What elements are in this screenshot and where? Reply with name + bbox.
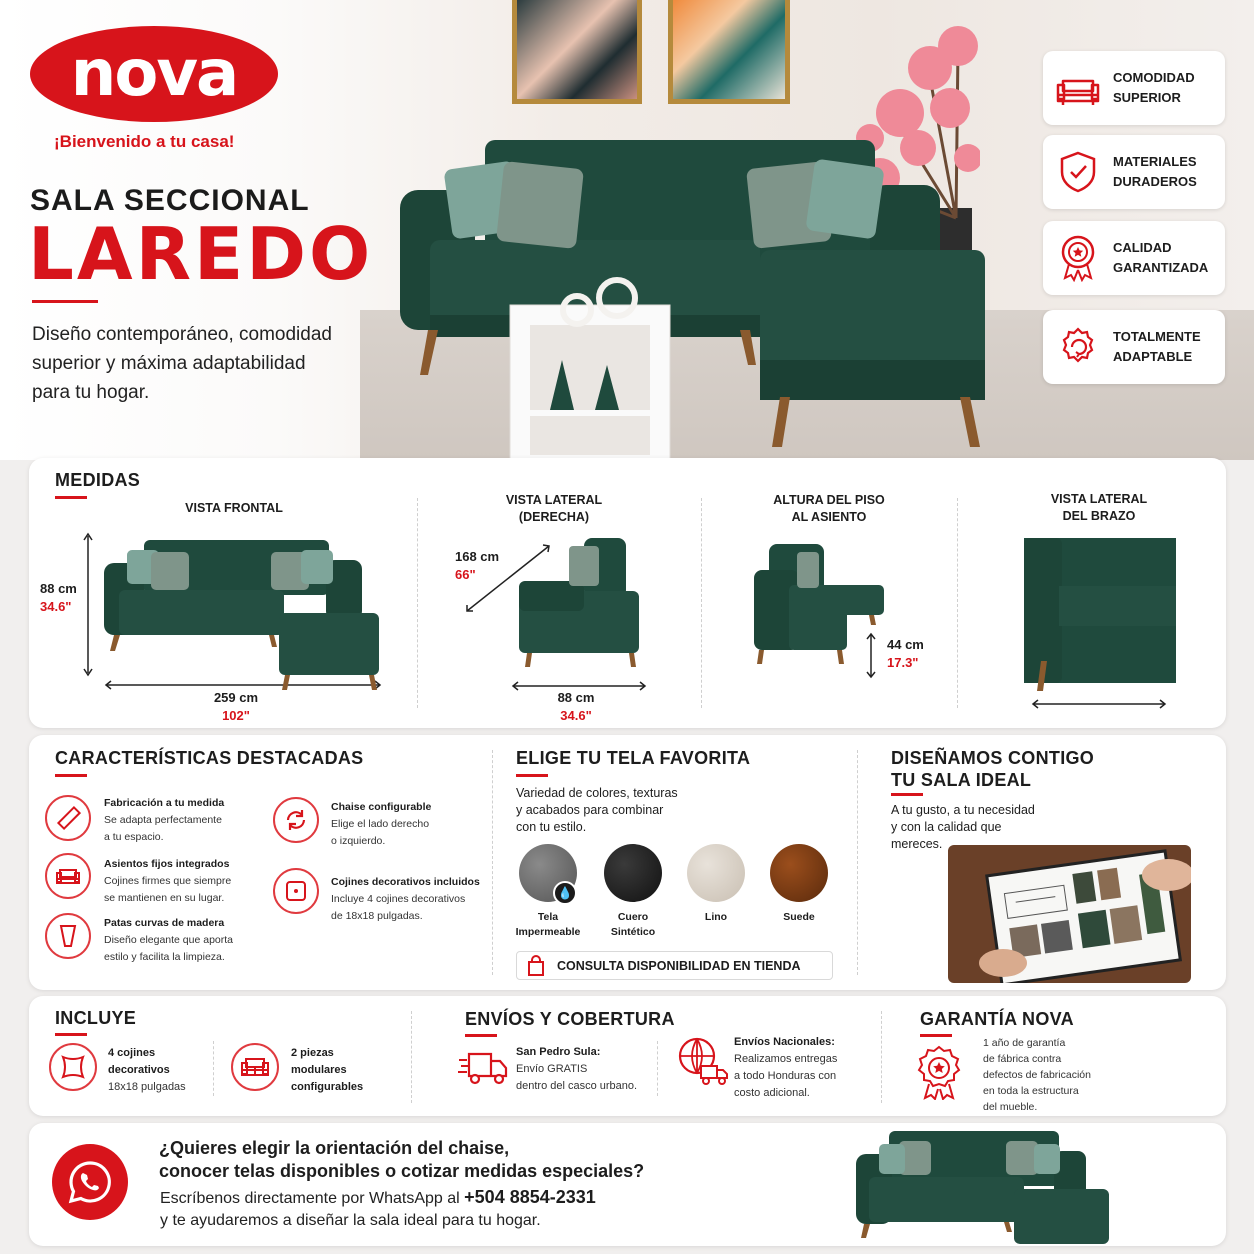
view-label-arm-side: VISTA LATERAL DEL BRAZO xyxy=(1050,492,1148,523)
garantia-title: GARANTÍA NOVA xyxy=(920,1009,1074,1029)
cta-question: ¿Quieres elegir la orientación del chaise, conocer telas disponibles o cotizar medidas especiales? xyxy=(159,1138,645,1181)
envios-title: ENVÍOS Y COBERTURA xyxy=(465,1009,675,1029)
feature-card-quality xyxy=(1043,221,1225,295)
sofa-seat-height-view xyxy=(749,540,889,680)
delivery-truck-icon xyxy=(457,1048,509,1088)
sofa-icon xyxy=(1055,71,1101,105)
swatch-lino[interactable] xyxy=(687,844,745,902)
feature-line: MATERIALES xyxy=(1113,154,1197,169)
swatch-label: Cuero Sintético xyxy=(610,911,656,938)
product-description: Diseño contemporáneo, comodidad superior y máxima adaptabilidad para tu hogar. xyxy=(32,324,332,403)
water-drop-icon: 💧 xyxy=(553,881,577,905)
whatsapp-cta-panel xyxy=(29,1123,1226,1246)
feature-line: COMODIDAD xyxy=(1113,70,1195,85)
product-title: LAREDO xyxy=(28,212,374,296)
feature-line: DURADEROS xyxy=(1113,174,1197,189)
front-height-dimension: 88 cm 34.6" xyxy=(40,581,77,614)
disenamos-title: DISEÑAMOS CONTIGO TU SALA IDEAL xyxy=(891,748,1095,790)
painting-right xyxy=(668,0,790,104)
feature-card-adaptable xyxy=(1043,310,1225,384)
feature-card-materials xyxy=(1043,135,1225,209)
title-underline xyxy=(516,774,548,777)
sofa-cta-image xyxy=(854,1129,1109,1244)
sofa-front-view xyxy=(79,528,389,693)
shopping-bag-icon xyxy=(517,955,557,977)
tela-title: ELIGE TU TELA FAVORITA xyxy=(516,748,751,768)
side-table-image xyxy=(505,270,675,460)
design-tablet-photo xyxy=(948,845,1191,983)
title-underline xyxy=(32,300,98,303)
feature-fixed-seats: Asientos fijos integrados Cojines firmes que siempre se mantienen en su lugar. xyxy=(104,858,232,904)
title-underline xyxy=(55,1033,87,1036)
title-underline xyxy=(55,774,87,777)
caracteristicas-title: CARACTERÍSTICAS DESTACADAS xyxy=(55,748,364,768)
feature-line: SUPERIOR xyxy=(1113,90,1181,105)
feature-configurable-chaise: Chaise configurable Elige el lado derecho o izquierdo. xyxy=(331,801,432,847)
button-label: CONSULTA DISPONIBILIDAD EN TIENDA xyxy=(557,958,801,973)
swatch-cuero-sintetico[interactable] xyxy=(604,844,662,902)
slogan: ¡Bienvenido a tu casa! xyxy=(54,132,235,151)
incluye-title: INCLUYE xyxy=(55,1008,137,1028)
wooden-leg-icon xyxy=(45,913,91,959)
title-underline xyxy=(465,1034,497,1037)
title-underline xyxy=(55,496,87,499)
feature-line: CALIDAD xyxy=(1113,240,1172,255)
feature-made-to-measure: Fabricación a tu medida Se adapta perfectamente a tu espacio. xyxy=(104,797,225,843)
side-depth-dimension: 88 cm 34.6" xyxy=(557,690,595,723)
divider xyxy=(417,498,418,708)
tela-description: Variedad de colores, texturas y acabados para combinar con tu estilo. xyxy=(516,786,678,834)
feature-line: ADAPTABLE xyxy=(1113,349,1193,364)
feature-line: TOTALMENTE xyxy=(1113,329,1201,344)
phone-number[interactable]: +504 8854-2331 xyxy=(464,1187,596,1207)
divider xyxy=(213,1041,214,1096)
medidas-panel xyxy=(29,458,1226,728)
feature-card-comfort xyxy=(1043,51,1225,125)
product-subtitle: SALA SECCIONAL xyxy=(30,184,310,217)
shipping-national: Envíos Nacionales: Realizamos entregas a todo Honduras con costo adicional. xyxy=(734,1036,838,1099)
includes-panel xyxy=(29,996,1226,1116)
title-underline xyxy=(920,1034,952,1037)
whatsapp-button[interactable] xyxy=(52,1144,128,1220)
sofa-modules-icon xyxy=(231,1043,279,1091)
swatch-label: Suede xyxy=(783,911,815,923)
hero-section xyxy=(0,0,1254,460)
seat-height-dimension: 44 cm 17.3" xyxy=(887,637,924,670)
adaptable-arrows-icon xyxy=(1056,325,1100,369)
divider xyxy=(492,750,493,975)
sofa-hero-image xyxy=(400,135,1000,460)
divider xyxy=(957,498,958,708)
view-label-seat-height: ALTURA DEL PISO AL ASIENTO xyxy=(773,493,885,524)
swap-arrows-icon xyxy=(273,797,319,843)
swatch-suede[interactable] xyxy=(770,844,828,902)
sofa-arm-view xyxy=(1019,536,1179,711)
swatch-label: Lino xyxy=(704,911,728,923)
consult-availability-button[interactable] xyxy=(516,951,833,980)
feature-cushions-included: Cojines decorativos incluidos Incluye 4 cojines decorativos de 18x18 pulgadas. xyxy=(331,876,480,922)
divider xyxy=(411,1011,412,1103)
features-panel xyxy=(29,735,1226,990)
globe-truck-icon xyxy=(677,1036,729,1088)
warranty-badge-icon xyxy=(915,1044,963,1100)
medidas-title: MEDIDAS xyxy=(55,470,141,490)
nova-logo: nova xyxy=(30,26,278,122)
view-label-side-right: VISTA LATERAL (DERECHA) xyxy=(505,493,603,524)
cushion-icon xyxy=(49,1043,97,1091)
whatsapp-icon xyxy=(67,1159,113,1205)
warranty-text: 1 año de garantía de fábrica contra defectos de fabricación en toda la estructura del mueble. xyxy=(983,1037,1091,1113)
divider xyxy=(701,498,702,708)
feature-wooden-legs: Patas curvas de madera Diseño elegante que aporta estilo y facilita la limpieza. xyxy=(104,917,234,963)
includes-modules: 2 piezas modulares configurables xyxy=(291,1047,364,1093)
divider xyxy=(857,750,858,975)
divider xyxy=(881,1011,882,1103)
side-diagonal-dimension: 168 cm 66" xyxy=(455,549,500,582)
disenamos-text: A tu gusto, a tu necesidad y con la calidad que mereces. xyxy=(891,803,1035,851)
sofa-icon xyxy=(45,853,91,899)
cushion-icon xyxy=(273,868,319,914)
divider xyxy=(657,1041,658,1096)
includes-cushions: 4 cojines decorativos 18x18 pulgadas xyxy=(108,1047,186,1093)
view-label-front: VISTA FRONTAL xyxy=(185,501,283,515)
painting-left xyxy=(512,0,642,104)
shield-check-icon xyxy=(1058,150,1098,194)
shipping-local: San Pedro Sula: Envío GRATIS dentro del casco urbano. xyxy=(516,1046,638,1092)
front-width-dimension: 259 cm 102" xyxy=(213,690,259,723)
feature-line: GARANTIZADA xyxy=(1113,260,1209,275)
swatch-label: Tela Impermeable xyxy=(515,911,581,938)
quality-badge-icon xyxy=(1058,234,1098,282)
cta-text: Escríbenos directamente por WhatsApp al +504 8854-2331 y te ayudaremos a diseñar la sala ideal para tu hogar. xyxy=(160,1187,596,1229)
ruler-icon xyxy=(45,795,91,841)
title-underline xyxy=(891,793,923,796)
